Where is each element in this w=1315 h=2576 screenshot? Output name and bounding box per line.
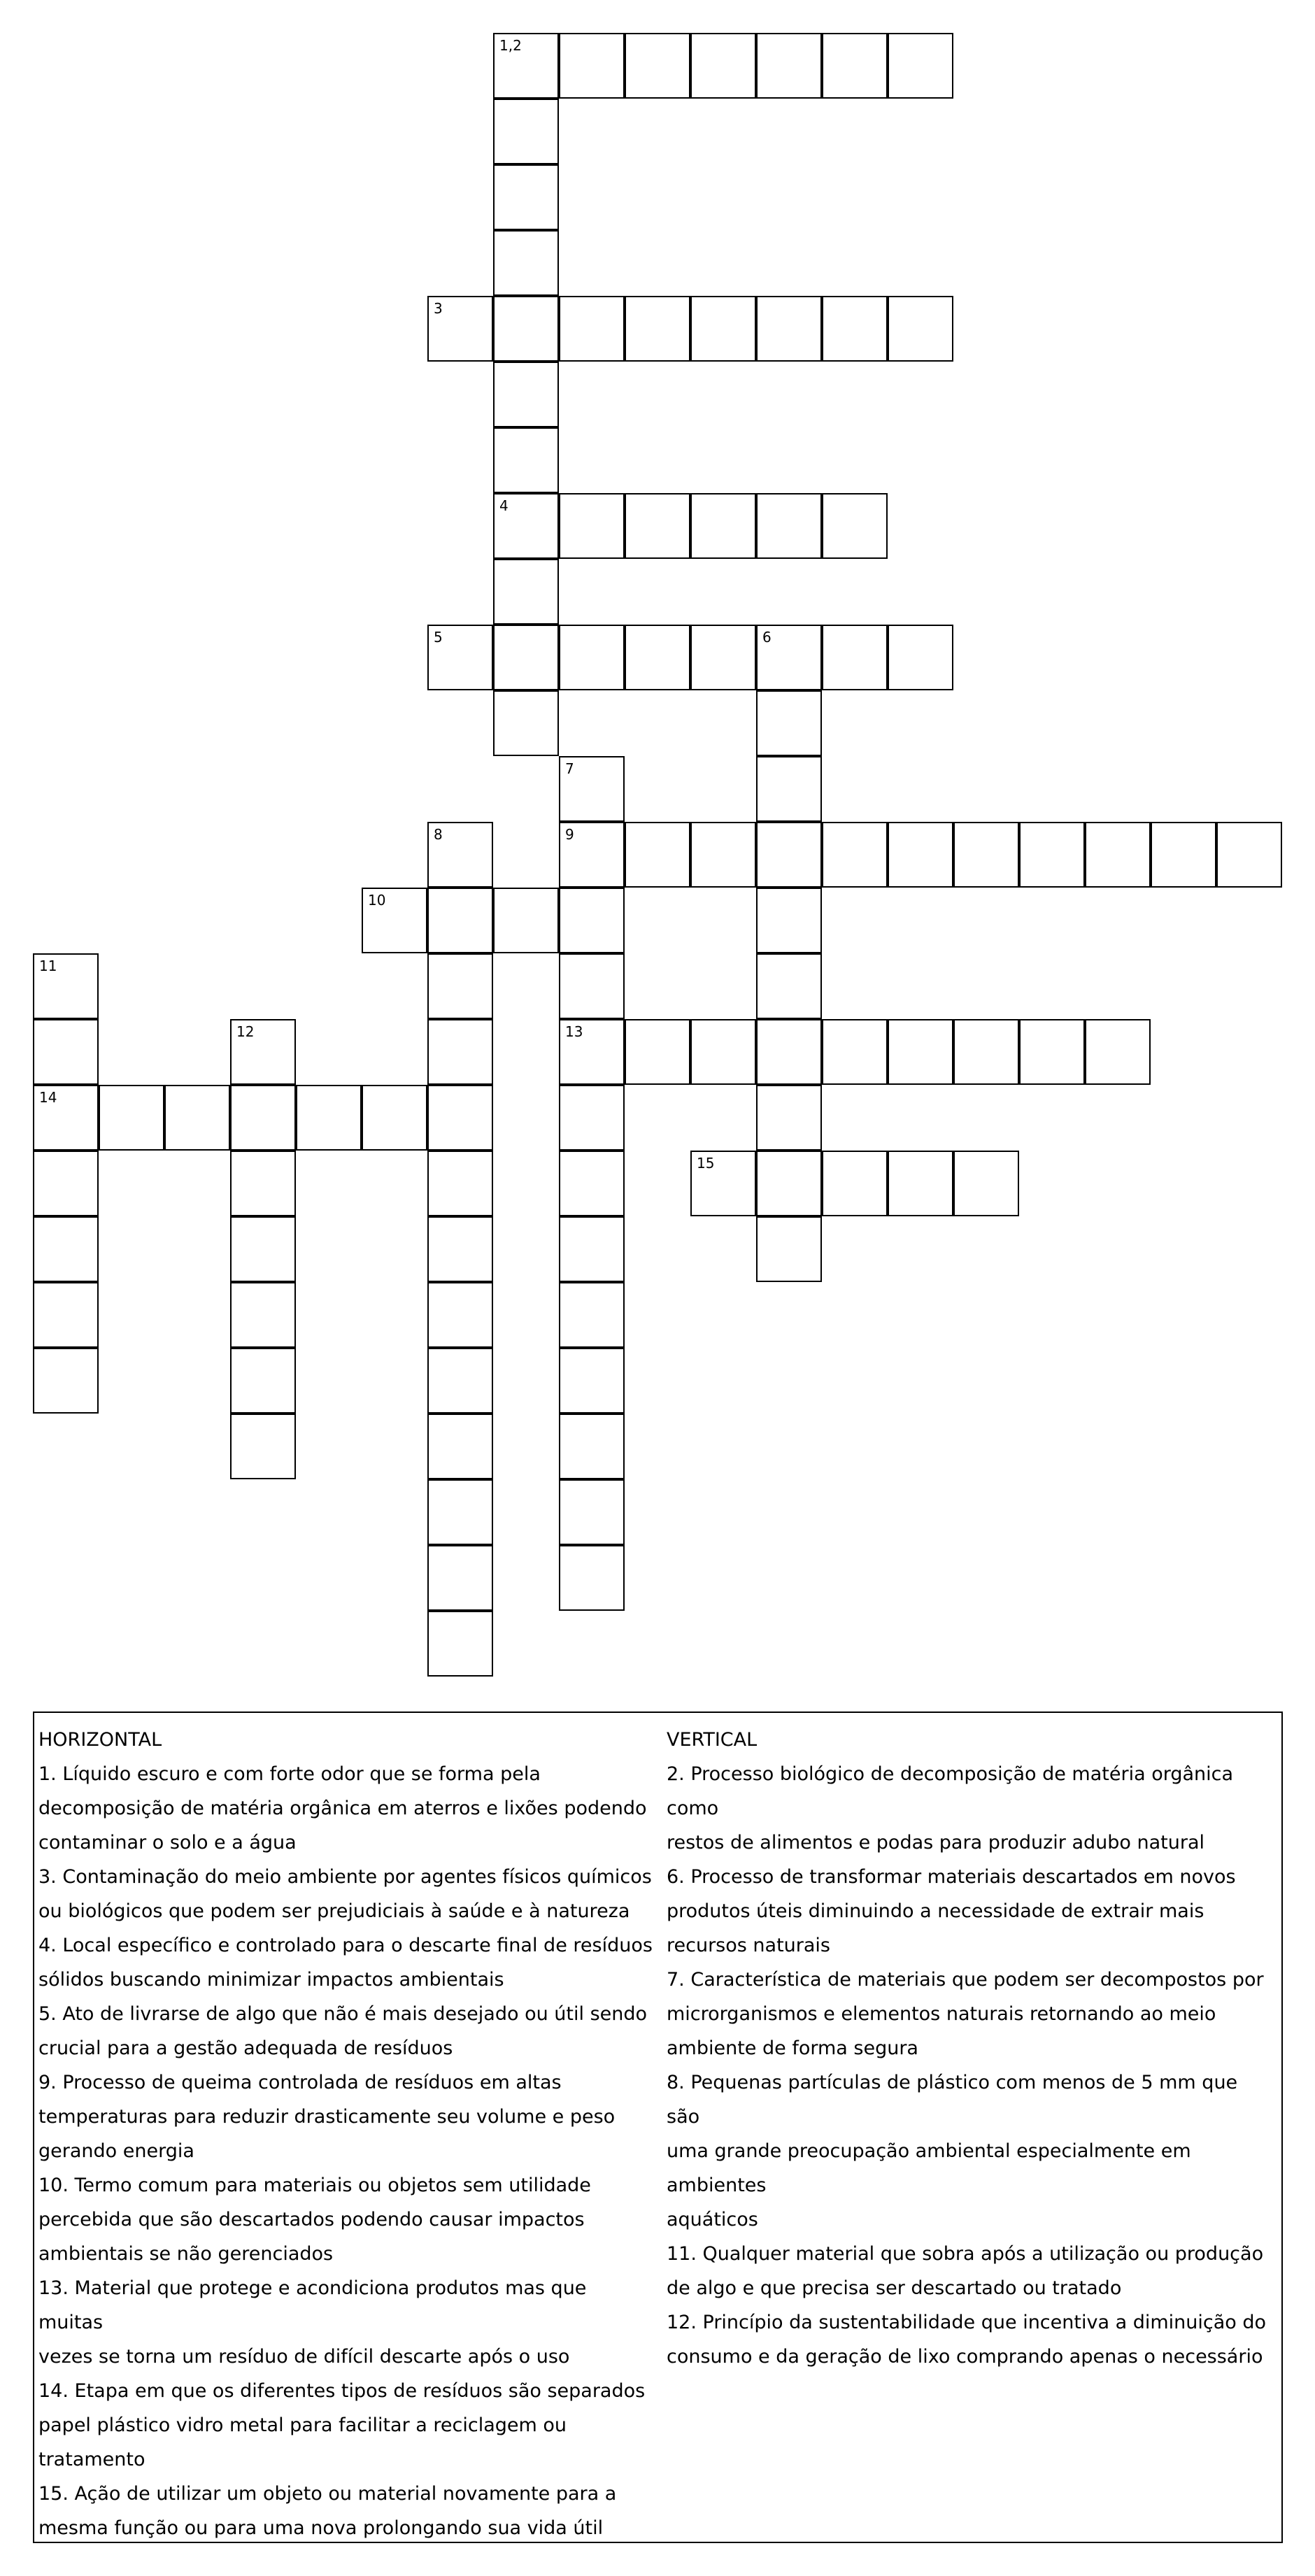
- grid-cell[interactable]: [559, 1151, 625, 1216]
- grid-cell[interactable]: [625, 1019, 690, 1085]
- vertical-heading: VERTICAL: [667, 1729, 758, 1751]
- grid-cell[interactable]: [559, 33, 625, 99]
- clue-line: decomposição de matéria orgânica em aterros e lixões podendo: [38, 1798, 647, 1819]
- grid-cell[interactable]: [756, 1151, 822, 1216]
- grid-cell[interactable]: [822, 493, 888, 559]
- clue-line: mesma função ou para uma nova prolongando sua vida útil: [38, 2517, 604, 2539]
- grid-cell[interactable]: [756, 888, 822, 953]
- clue-line: percebida que são descartados podendo causar impactos: [38, 2209, 585, 2230]
- grid-cell[interactable]: [33, 953, 99, 1019]
- grid-cell[interactable]: [493, 296, 559, 362]
- grid-cell[interactable]: [1019, 822, 1085, 888]
- clue-number: 5: [434, 629, 443, 646]
- grid-cell[interactable]: [756, 296, 822, 362]
- grid-cell[interactable]: [33, 1282, 99, 1348]
- grid-cell[interactable]: [625, 33, 690, 99]
- clue-number: 9: [565, 826, 574, 843]
- grid-cell[interactable]: [559, 493, 625, 559]
- grid-cell[interactable]: [559, 953, 625, 1019]
- grid-cell[interactable]: [559, 1282, 625, 1348]
- grid-cell[interactable]: [756, 756, 822, 822]
- grid-cell[interactable]: [559, 1479, 625, 1545]
- grid-cell[interactable]: [427, 1282, 493, 1348]
- grid-cell[interactable]: [559, 1348, 625, 1414]
- grid-cell[interactable]: [296, 1085, 362, 1151]
- grid-cell[interactable]: [756, 1085, 822, 1151]
- grid-cell[interactable]: [559, 756, 625, 822]
- grid-cell[interactable]: [625, 296, 690, 362]
- grid-cell[interactable]: [625, 625, 690, 690]
- grid-cell[interactable]: [1085, 1019, 1151, 1085]
- clue-line: tratamento: [38, 2449, 145, 2470]
- grid-cell[interactable]: [888, 1019, 953, 1085]
- grid-cell[interactable]: [690, 822, 756, 888]
- grid-cell[interactable]: [888, 822, 953, 888]
- clue-line: uma grande preocupação ambiental especialmente em ambientes: [667, 2140, 1191, 2196]
- clue-line: 12. Princípio da sustentabilidade que incentiva a diminuição do: [667, 2312, 1267, 2333]
- grid-cell[interactable]: [230, 1414, 296, 1479]
- horizontal-heading: HORIZONTAL: [38, 1729, 162, 1751]
- grid-cell[interactable]: [33, 1216, 99, 1282]
- clue-line: consumo e da geração de lixo comprando apenas o necessário: [667, 2346, 1263, 2368]
- grid-cell[interactable]: [756, 690, 822, 756]
- clue-line: 7. Característica de materiais que podem ser decompostos por: [667, 1969, 1264, 1991]
- clue-line: ou biológicos que podem ser prejudiciais à saúde e à natureza: [38, 1900, 630, 1922]
- grid-cell[interactable]: [230, 1151, 296, 1216]
- clue-number: 12: [236, 1023, 255, 1040]
- grid-cell[interactable]: [427, 296, 493, 362]
- grid-cell[interactable]: [756, 625, 822, 690]
- clue-line: 10. Termo comum para materiais ou objetos sem utilidade: [38, 2175, 591, 2196]
- grid-cell[interactable]: [953, 1151, 1019, 1216]
- clue-line: gerando energia: [38, 2140, 194, 2162]
- grid-cell[interactable]: [230, 1019, 296, 1085]
- grid-cell[interactable]: [427, 1085, 493, 1151]
- clue-line: restos de alimentos e podas para produzir adubo natural: [667, 1832, 1205, 1853]
- grid-cell[interactable]: [690, 1151, 756, 1216]
- grid-cell[interactable]: [99, 1085, 164, 1151]
- clue-line: de algo e que precisa ser descartado ou tratado: [667, 2277, 1122, 2299]
- vertical-clues: [667, 1723, 1275, 2374]
- grid-cell[interactable]: [625, 822, 690, 888]
- clue-number: 7: [565, 760, 574, 777]
- grid-cell[interactable]: [756, 33, 822, 99]
- grid-cell[interactable]: [559, 296, 625, 362]
- grid-cell[interactable]: [427, 1019, 493, 1085]
- grid-cell[interactable]: [493, 493, 559, 559]
- clue-line: ambiente de forma segura: [667, 2037, 918, 2059]
- grid-cell[interactable]: [756, 822, 822, 888]
- clue-number: 11: [39, 958, 57, 974]
- grid-cell[interactable]: [822, 296, 888, 362]
- clue-line: microrganismos e elementos naturais retornando ao meio: [667, 2003, 1216, 2025]
- grid-cell[interactable]: [822, 625, 888, 690]
- clue-line: contaminar o solo e a água: [38, 1832, 297, 1853]
- grid-cell[interactable]: [559, 1019, 625, 1085]
- grid-cell[interactable]: [493, 690, 559, 756]
- clue-line: produtos úteis diminuindo a necessidade de extrair mais: [667, 1900, 1204, 1922]
- grid-cell[interactable]: [756, 1216, 822, 1282]
- grid-cell[interactable]: [690, 625, 756, 690]
- clue-line: papel plástico vidro metal para facilitar a reciclagem ou: [38, 2414, 567, 2436]
- clue-number: 14: [39, 1089, 57, 1106]
- clue-line: crucial para a gestão adequada de resíduos: [38, 2037, 453, 2059]
- grid-cell[interactable]: [493, 888, 559, 953]
- clue-line: 8. Pequenas partículas de plástico com menos de 5 mm que são: [667, 2072, 1238, 2128]
- grid-cell[interactable]: [822, 33, 888, 99]
- grid-cell[interactable]: [493, 230, 559, 296]
- grid-cell[interactable]: [493, 559, 559, 625]
- clue-number: 4: [499, 497, 509, 514]
- clue-line: 1. Líquido escuro e com forte odor que se forma pela: [38, 1763, 541, 1785]
- grid-cell[interactable]: [493, 625, 559, 690]
- grid-cell[interactable]: [559, 822, 625, 888]
- grid-cell[interactable]: [690, 296, 756, 362]
- clue-line: 2. Processo biológico de decomposição de matéria orgânica como: [667, 1763, 1234, 1819]
- clue-line: 9. Processo de queima controlada de resíduos em altas: [38, 2072, 562, 2093]
- grid-cell[interactable]: [1019, 1019, 1085, 1085]
- grid-cell[interactable]: [427, 1545, 493, 1611]
- grid-cell[interactable]: [888, 33, 953, 99]
- grid-cell[interactable]: [559, 1085, 625, 1151]
- grid-cell[interactable]: [559, 625, 625, 690]
- grid-cell[interactable]: [230, 1085, 296, 1151]
- grid-cell[interactable]: [427, 953, 493, 1019]
- clue-number: 10: [368, 892, 386, 909]
- clue-line: 3. Contaminação do meio ambiente por agentes físicos químicos: [38, 1866, 652, 1888]
- grid-cell[interactable]: [559, 1216, 625, 1282]
- clue-line: aquáticos: [667, 2209, 758, 2230]
- grid-cell[interactable]: [427, 822, 493, 888]
- grid-cell[interactable]: [33, 1151, 99, 1216]
- clue-line: 6. Processo de transformar materiais descartados em novos: [667, 1866, 1236, 1888]
- clue-line: 14. Etapa em que os diferentes tipos de resíduos são separados: [38, 2380, 646, 2402]
- grid-cell[interactable]: [953, 822, 1019, 888]
- grid-cell[interactable]: [690, 1019, 756, 1085]
- grid-cell[interactable]: [230, 1216, 296, 1282]
- grid-cell[interactable]: [756, 953, 822, 1019]
- grid-cell[interactable]: [1216, 822, 1282, 888]
- grid-cell[interactable]: [559, 1414, 625, 1479]
- grid-cell[interactable]: [427, 1348, 493, 1414]
- clue-line: temperaturas para reduzir drasticamente seu volume e peso: [38, 2106, 616, 2128]
- grid-cell[interactable]: [427, 888, 493, 953]
- grid-cell[interactable]: [1085, 822, 1151, 888]
- grid-cell[interactable]: [427, 1151, 493, 1216]
- clue-number: 8: [434, 826, 443, 843]
- grid-cell[interactable]: [230, 1282, 296, 1348]
- grid-cell[interactable]: [1151, 822, 1216, 888]
- grid-cell[interactable]: [888, 625, 953, 690]
- grid-cell[interactable]: [559, 1545, 625, 1611]
- clue-line: ambientais se não gerenciados: [38, 2243, 334, 2265]
- grid-cell[interactable]: [822, 1019, 888, 1085]
- clue-line: recursos naturais: [667, 1935, 830, 1956]
- clue-line: vezes se torna um resíduo de difícil descarte após o uso: [38, 2346, 570, 2368]
- grid-cell[interactable]: [493, 33, 559, 99]
- clue-line: 15. Ação de utilizar um objeto ou material novamente para a: [38, 2483, 617, 2505]
- clue-number: 1,2: [499, 37, 522, 54]
- grid-cell[interactable]: [625, 493, 690, 559]
- grid-cell[interactable]: [888, 1151, 953, 1216]
- grid-cell[interactable]: [427, 1414, 493, 1479]
- grid-cell[interactable]: [33, 1348, 99, 1414]
- grid-cell[interactable]: [559, 888, 625, 953]
- grid-cell[interactable]: [33, 1019, 99, 1085]
- grid-cell[interactable]: [427, 1479, 493, 1545]
- grid-cell[interactable]: [888, 296, 953, 362]
- clue-line: 13. Material que protege e acondiciona produtos mas que muitas: [38, 2277, 587, 2333]
- grid-cell[interactable]: [756, 493, 822, 559]
- clue-number: 3: [434, 300, 443, 317]
- grid-cell[interactable]: [690, 493, 756, 559]
- clue-number: 15: [697, 1155, 715, 1172]
- grid-cell[interactable]: [362, 888, 427, 953]
- grid-cell[interactable]: [427, 625, 493, 690]
- grid-cell[interactable]: [822, 822, 888, 888]
- grid-cell[interactable]: [493, 164, 559, 230]
- clue-line: 11. Qualquer material que sobra após a utilização ou produção: [667, 2243, 1264, 2265]
- grid-cell[interactable]: [690, 33, 756, 99]
- grid-cell[interactable]: [822, 1151, 888, 1216]
- grid-cell[interactable]: [164, 1085, 230, 1151]
- grid-cell[interactable]: [493, 427, 559, 493]
- grid-cell[interactable]: [493, 362, 559, 427]
- clue-line: sólidos buscando minimizar impactos ambientais: [38, 1969, 504, 1991]
- grid-cell[interactable]: [230, 1348, 296, 1414]
- grid-cell[interactable]: [756, 1019, 822, 1085]
- grid-cell[interactable]: [427, 1611, 493, 1677]
- horizontal-clues: [38, 1723, 654, 2545]
- grid-cell[interactable]: [33, 1085, 99, 1151]
- grid-cell[interactable]: [362, 1085, 427, 1151]
- clues-box: [33, 1712, 1283, 2543]
- grid-cell[interactable]: [953, 1019, 1019, 1085]
- clue-number: 6: [762, 629, 772, 646]
- clue-line: 5. Ato de livrarse de algo que não é mais desejado ou útil sendo: [38, 2003, 648, 2025]
- grid-cell[interactable]: [427, 1216, 493, 1282]
- grid-cell[interactable]: [493, 99, 559, 164]
- clue-number: 13: [565, 1023, 583, 1040]
- clue-line: 4. Local específico e controlado para o descarte final de resíduos: [38, 1935, 653, 1956]
